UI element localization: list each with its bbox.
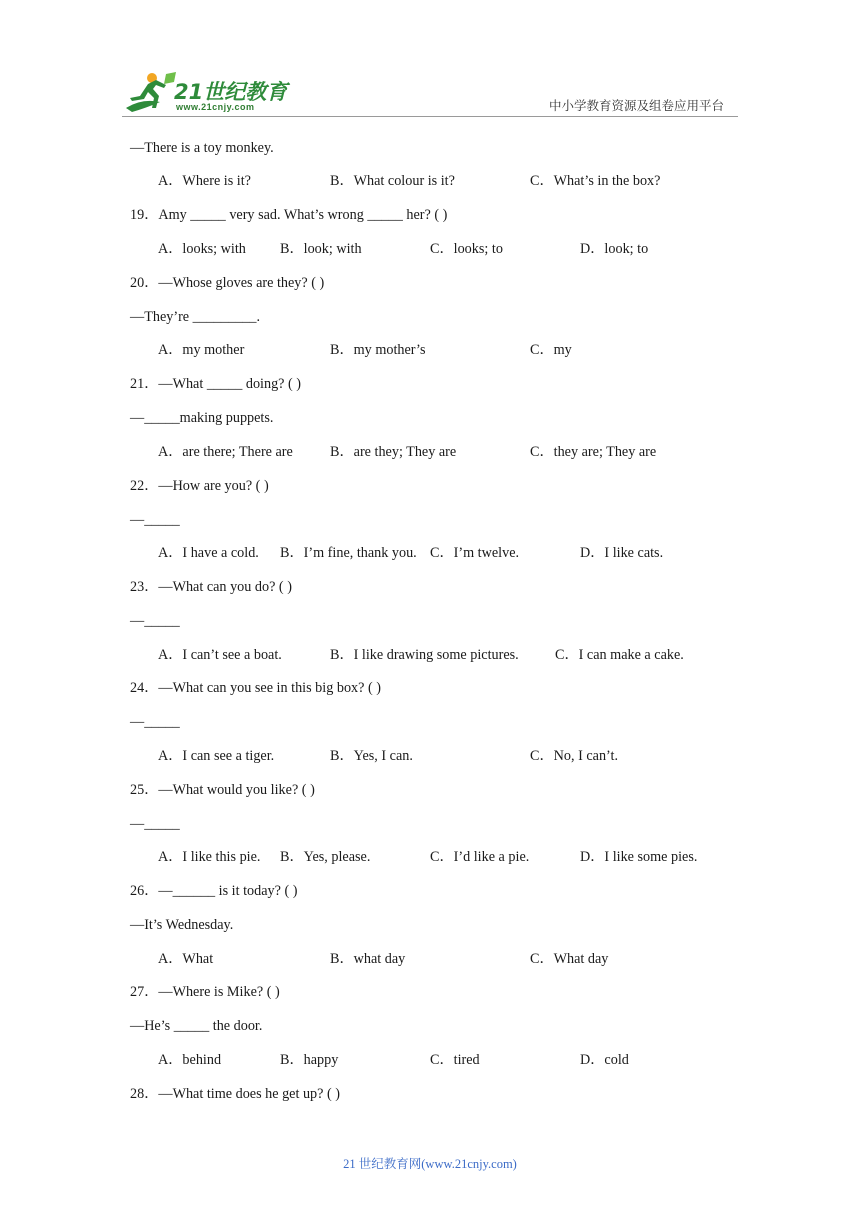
- answer-option: C．I’m twelve.: [430, 545, 520, 561]
- logo-text: 21世纪教育: [174, 80, 288, 104]
- answer-option: A．I can see a tiger.: [158, 748, 275, 764]
- answer-option: C．looks; to: [430, 241, 503, 257]
- page-header: [0, 0, 860, 120]
- question-line: —_____: [130, 613, 180, 629]
- answer-option: B．what day: [330, 951, 406, 967]
- question-line: 27．—Where is Mike? ( ): [130, 984, 280, 1000]
- answer-options: [0, 340, 860, 360]
- answer-option: C．my: [530, 342, 572, 358]
- header-tagline: 中小学教育资源及组卷应用平台: [549, 98, 725, 113]
- question-line: —_____: [130, 714, 180, 730]
- answer-option: D．look; to: [580, 241, 649, 257]
- page-footer: 21 世纪教育网(www.21cnjy.com): [343, 1157, 517, 1171]
- answer-option: D．I like some pies.: [580, 849, 698, 865]
- answer-option: A．I have a cold.: [158, 545, 259, 561]
- answer-option: A．looks; with: [158, 241, 246, 257]
- answer-options: [0, 543, 860, 563]
- answer-option: D．cold: [580, 1052, 629, 1068]
- answer-option: B．look; with: [280, 241, 362, 257]
- question-line: 19．Amy _____ very sad. What’s wrong _____ her? ( ): [130, 207, 448, 223]
- question-line: —He’s _____ the door.: [130, 1018, 263, 1034]
- logo-url: www.21cnjy.com: [176, 102, 255, 112]
- answer-option: A．What: [158, 951, 214, 967]
- answer-option: A．are there; There are: [158, 444, 293, 460]
- answer-option: B．my mother’s: [330, 342, 426, 358]
- question-line: —It’s Wednesday.: [130, 917, 234, 933]
- answer-option: A．behind: [158, 1052, 222, 1068]
- answer-options: [0, 442, 860, 462]
- answer-options: [0, 847, 860, 867]
- answer-options: [0, 645, 860, 665]
- answer-option: C．What day: [530, 951, 609, 967]
- answer-option: B．Yes, I can.: [330, 748, 413, 764]
- answer-option: C．tired: [430, 1052, 480, 1068]
- answer-option: B．I like drawing some pictures.: [330, 647, 519, 663]
- question-line: —_____making puppets.: [130, 410, 274, 426]
- answer-options: [0, 171, 860, 191]
- logo: [122, 68, 292, 118]
- question-line: 28．—What time does he get up? ( ): [130, 1086, 340, 1102]
- answer-option: C．No, I can’t.: [530, 748, 618, 764]
- answer-options: [0, 1050, 860, 1070]
- question-line: 20．—Whose gloves are they? ( ): [130, 275, 325, 291]
- answer-options: [0, 949, 860, 969]
- answer-option: A．I like this pie.: [158, 849, 261, 865]
- question-line: 21．—What _____ doing? ( ): [130, 376, 302, 392]
- answer-option: D．I like cats.: [580, 545, 664, 561]
- answer-option: B．What colour is it?: [330, 173, 455, 189]
- answer-option: B．happy: [280, 1052, 339, 1068]
- question-line: 23．—What can you do? ( ): [130, 579, 292, 595]
- question-line: —There is a toy monkey.: [130, 140, 274, 156]
- question-line: —_____: [130, 816, 180, 832]
- question-line: 25．—What would you like? ( ): [130, 782, 315, 798]
- answer-option: A．my mother: [158, 342, 245, 358]
- question-line: —They’re _________.: [130, 309, 261, 325]
- answer-option: B．Yes, please.: [280, 849, 371, 865]
- answer-option: B．are they; They are: [330, 444, 457, 460]
- answer-option: C．I can make a cake.: [555, 647, 684, 663]
- header-divider: [122, 116, 738, 117]
- answer-options: [0, 239, 860, 259]
- question-line: —_____: [130, 512, 180, 528]
- answer-option: A．Where is it?: [158, 173, 251, 189]
- answer-option: C．What’s in the box?: [530, 173, 661, 189]
- question-line: 26．—______ is it today? ( ): [130, 883, 298, 899]
- answer-option: C．I’d like a pie.: [430, 849, 530, 865]
- answer-option: B．I’m fine, thank you.: [280, 545, 417, 561]
- runner-logo-icon: [122, 68, 182, 116]
- question-line: 22．—How are you? ( ): [130, 478, 269, 494]
- question-line: 24．—What can you see in this big box? ( ): [130, 680, 381, 696]
- answer-option: C．they are; They are: [530, 444, 657, 460]
- answer-options: [0, 746, 860, 766]
- answer-option: A．I can’t see a boat.: [158, 647, 282, 663]
